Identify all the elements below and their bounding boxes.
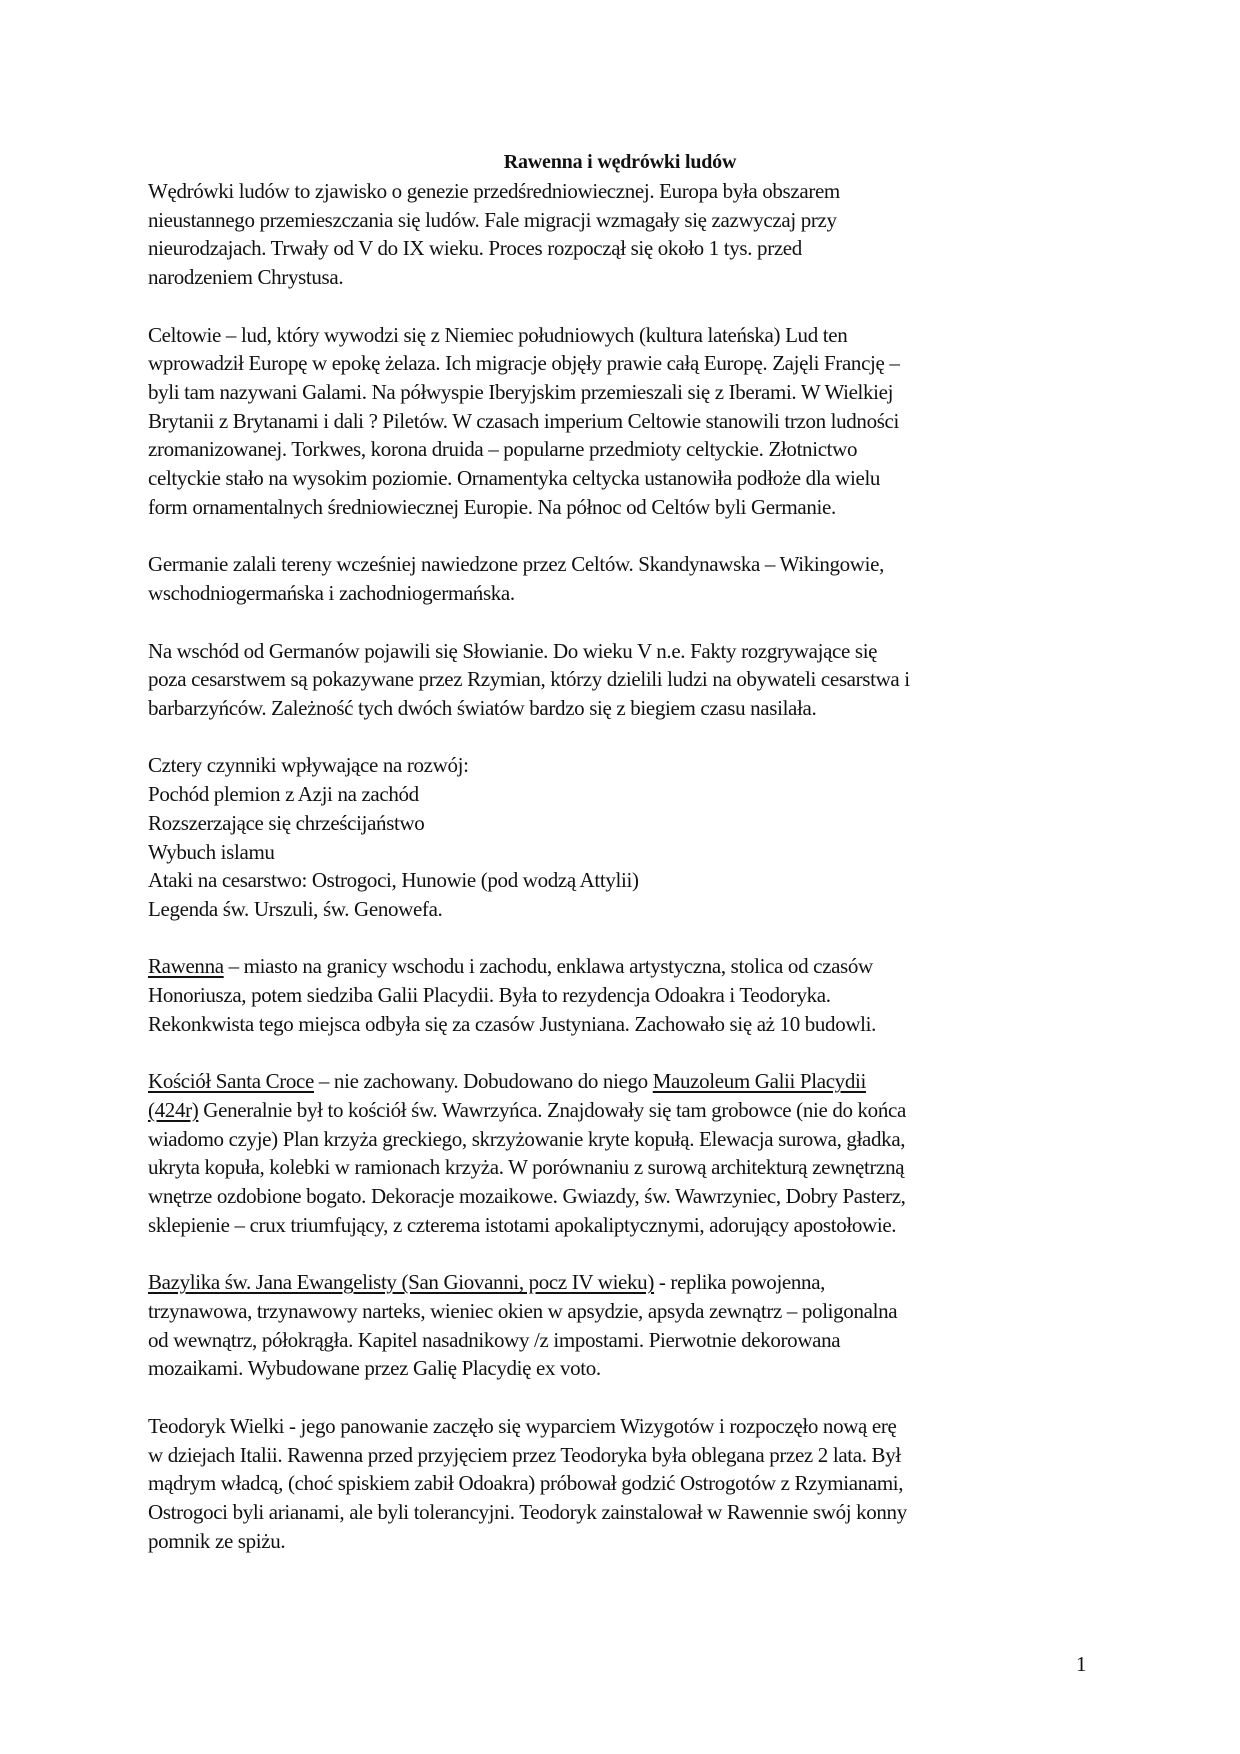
text-segment: Rozszerzające się chrześcijaństwo [148,810,425,835]
paragraph [148,952,1108,1038]
text-line [148,780,1108,809]
text-segment: narodzeniem Chrystusa. [148,265,344,290]
text-line [148,263,1108,292]
text-segment: wnętrze ozdobione bogato. Dekoracje mozaikowe. Gwiazdy, św. Wawrzyniec, Dobry Pasterz, [148,1184,906,1209]
text-segment: Generalnie był to kościół św. Wawrzyńca. Znajdowały się tam grobowce (nie do końca [198,1098,906,1122]
text-segment: trzynawowa, trzynawowy narteks, wieniec okien w apsydzie, apsyda zewnątrz – poligonalna [148,1299,898,1324]
paragraph-gap [148,292,1108,321]
text-line [148,1498,1108,1527]
text-line [148,493,1108,522]
text-line [148,579,1108,608]
text-line [148,177,1108,206]
text-line [148,952,1108,981]
text-segment: Brytanii z Brytanami i dali ? Piletów. W czasach imperium Celtowie stanowili trzon ludności [148,408,900,433]
text-segment: Cztery czynniki wpływające na rozwój: [148,753,469,778]
paragraph [148,550,1108,607]
text-line [148,694,1108,723]
text-line [148,1211,1108,1240]
paragraph-gap [148,522,1108,551]
document-body [148,177,1108,1556]
text-segment: Ostrogoci byli arianami, ale byli tolerancyjni. Teodoryk zainstalował w Rawennie swój konny [148,1500,907,1525]
text-line [148,665,1108,694]
text-line [148,751,1108,780]
text-line [148,895,1108,924]
paragraph [148,1067,1108,1239]
text-line [148,1067,1108,1096]
text-segment: ukryta kopuła, kolebki w ramionach krzyża. W porównaniu z surową architekturą zewnętrzną [148,1155,905,1180]
text-line [148,378,1108,407]
underlined-term: Rawenna [148,954,224,979]
underlined-term: Mauzoleum Galii Placydii [652,1069,866,1094]
text-line [148,234,1108,263]
text-line [148,550,1108,579]
text-segment: Celtowie – lud, który wywodzi się z Niemiec południowych (kultura lateńska) Lud ten [148,322,848,347]
text-segment: pomnik ze spiżu. [148,1528,286,1553]
paragraph-gap [148,1240,1108,1269]
text-segment: wiadomo czyje) Plan krzyża greckiego, skrzyżowanie kryte kopułą. Elewacja surowa, gładka, [148,1126,906,1151]
text-line [148,1469,1108,1498]
text-segment: Wędrówki ludów to zjawisko o genezie przedśredniowiecznej. Europa była obszarem [148,179,840,203]
text-line [148,349,1108,378]
paragraph [148,637,1108,723]
text-segment: w dziejach Italii. Rawenna przed przyjęciem przez Teodoryka była oblegana przez 2 lata. Był [148,1442,901,1467]
text-line [148,464,1108,493]
text-segment: mądrym władcą, (choć spiskiem zabił Odoakra) próbował godzić Ostrogotów z Rzymianami, [148,1471,904,1496]
text-line [148,1412,1108,1441]
text-line [148,866,1108,895]
text-line [148,1326,1108,1355]
text-segment: poza cesarstwem są pokazywane przez Rzymian, którzy dzielili ludzi na obywateli cesarstwa i [148,667,910,692]
paragraph [148,321,1108,522]
paragraph [148,751,1108,923]
text-line [148,637,1108,666]
text-segment: celtyckie stało na wysokim poziomie. Ornamentyka celtycka ustanowiła podłoże dla wielu [148,466,881,491]
text-line [148,407,1108,436]
paragraph-gap [148,1039,1108,1068]
text-segment: zromanizowanej. Torkwes, korona druida – popularne przedmioty celtyckie. Złotnictwo [148,437,858,462]
underlined-term: (424r) [148,1098,199,1122]
text-line [148,1010,1108,1039]
paragraph-gap [148,924,1108,953]
text-segment: byli tam nazywani Galami. Na półwyspie Iberyjskim przemieszali się z Iberami. W Wielkiej [148,380,894,405]
text-segment: Teodoryk Wielki - jego panowanie zaczęło się wyparciem Wizygotów i rozpoczęło nową erę [148,1413,897,1438]
text-segment: form ornamentalnych średniowiecznej Europie. Na północ od Celtów byli Germanie. [148,494,836,519]
text-segment: barbarzyńców. Zależność tych dwóch światów bardzo się z biegiem czasu nasilała. [148,695,817,720]
text-segment: Germanie zalali tereny wcześniej nawiedzone przez Celtów. Skandynawska – Wikingowie, [148,552,884,577]
underlined-term: Kościół Santa Croce [148,1069,314,1094]
text-line [148,1441,1108,1470]
text-segment: nieurodzajach. Trwały od V do IX wieku. Proces rozpoczął się około 1 tys. przed [148,236,802,261]
text-line [148,981,1108,1010]
text-line [148,1125,1108,1154]
text-line [148,1268,1108,1297]
text-line [148,1527,1108,1556]
paragraph-gap [148,1383,1108,1412]
text-line [148,435,1108,464]
text-segment: Legenda św. Urszuli, św. Genowefa. [148,896,443,921]
text-line [148,809,1108,838]
text-line [148,321,1108,350]
underlined-term: Bazylika św. Jana Ewangelisty (San Giovanni, pocz IV wieku) [148,1270,654,1295]
document-title: Rawenna i wędrówki ludów [503,151,737,173]
text-segment: Ataki na cesarstwo: Ostrogoci, Hunowie (pod wodzą Attylii) [148,868,639,893]
text-line [148,1354,1108,1383]
paragraph [148,177,1108,292]
text-segment: wprowadził Europę w epokę żelaza. Ich migracje objęły prawie całą Europę. Zajęli Francję – [148,351,900,376]
text-line [148,1297,1108,1326]
text-segment: Honoriusza, potem siedziba Galii Placydii. Była to rezydencja Odoakra i Teodoryka. [148,983,831,1008]
text-segment: Wybuch islamu [148,839,275,864]
text-segment: nieustannego przemieszczania się ludów. Fale migracji wzmagały się zazwyczaj przy [148,207,837,232]
text-line [148,1153,1108,1182]
text-line [148,838,1108,867]
text-segment: Na wschód od Germanów pojawili się Słowianie. Do wieku V n.e. Fakty rozgrywające się [148,638,878,663]
text-segment: mozaikami. Wybudowane przez Galię Placydię ex voto. [148,1356,601,1381]
text-line [148,206,1108,235]
text-segment: wschodniogermańska i zachodniogermańska. [148,581,515,606]
paragraph-gap [148,608,1108,637]
paragraph [148,1412,1108,1556]
text-line [148,1182,1108,1211]
text-segment: - replika powojenna, [653,1270,826,1295]
text-segment: od wewnątrz, półokrągła. Kapitel nasadnikowy /z impostami. Pierwotnie dekorowana [148,1327,841,1352]
text-line [148,1096,1108,1125]
text-segment: Rekonkwista tego miejsca odbyła się za czasów Justyniana. Zachowało się aż 10 budowli. [148,1011,877,1036]
text-segment: – miasto na granicy wschodu i zachodu, enklawa artystyczna, stolica od czasów [223,954,873,979]
page-number: 1 [1076,1652,1087,1676]
text-segment: Pochód plemion z Azji na zachód [148,782,419,807]
paragraph-gap [148,723,1108,752]
paragraph [148,1268,1108,1383]
text-segment: – nie zachowany. Dobudowano do niego [313,1069,653,1094]
text-segment: sklepienie – crux triumfujący, z czterema istotami apokaliptycznymi, adorujący apostołowie. [148,1212,897,1237]
